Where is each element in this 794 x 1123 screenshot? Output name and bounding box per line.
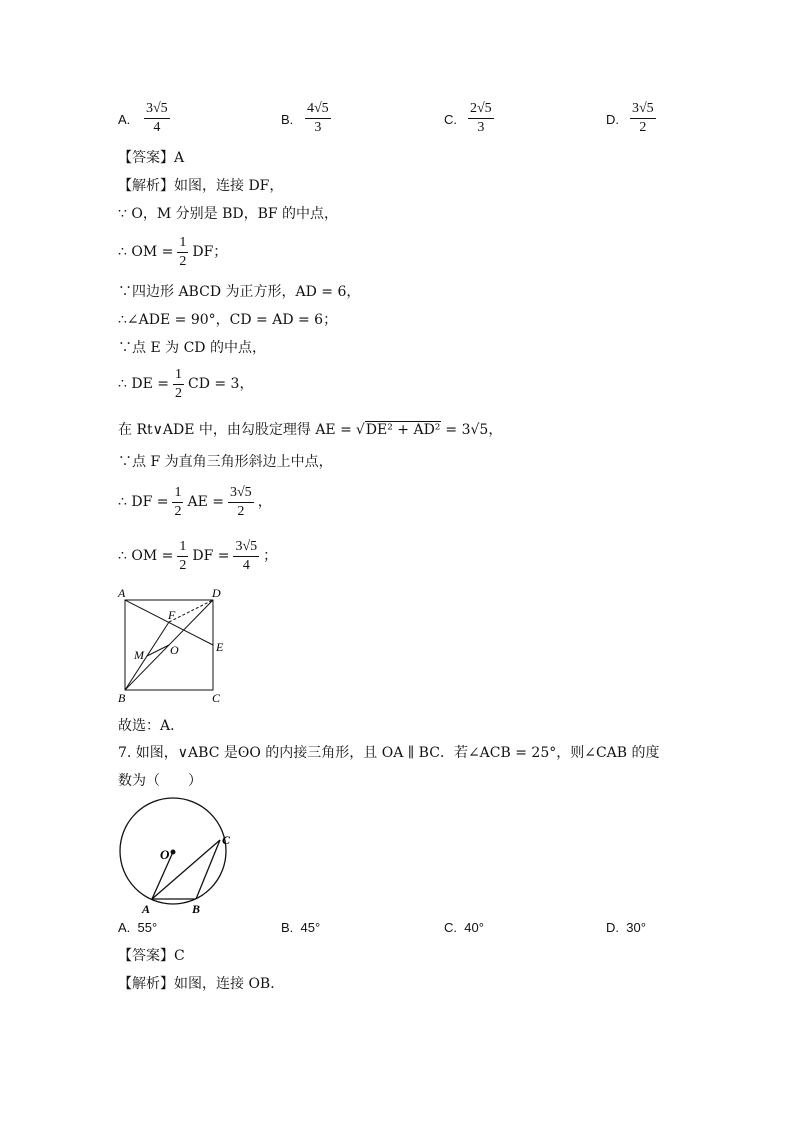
option-label: C. bbox=[444, 920, 457, 935]
label-b: B bbox=[118, 691, 126, 705]
label-a: A bbox=[142, 902, 151, 916]
option-value: 55° bbox=[137, 920, 158, 935]
option-numerator: 2√5 bbox=[468, 100, 494, 119]
answer-7: 【答案】C bbox=[118, 948, 185, 964]
frac-den: 4 bbox=[242, 557, 250, 573]
option-label: B. bbox=[281, 112, 294, 127]
analysis-line-2: ∵ O，M 分别是 BD，BF 的中点， bbox=[118, 206, 339, 222]
option-numerator: 3√5 bbox=[630, 100, 656, 119]
formula-text: ， bbox=[257, 494, 272, 510]
option-value: 45° bbox=[300, 920, 321, 935]
analysis-line-6: ∵点 E 为 CD 的中点， bbox=[118, 340, 266, 356]
answer-6: 【答案】A bbox=[118, 150, 185, 166]
sqrt-radicand: DE² + AD² bbox=[365, 422, 441, 438]
formula-text: ∴ OM = bbox=[118, 244, 174, 260]
label-f: F bbox=[168, 608, 176, 622]
option-label: C. bbox=[444, 112, 457, 127]
label-e: E bbox=[216, 640, 224, 654]
option-numerator: 3√5 bbox=[144, 100, 170, 119]
analysis-line-5: ∴∠ADE = 90°，CD = AD = 6； bbox=[118, 312, 338, 328]
frac-num: 1 bbox=[172, 484, 183, 503]
circle-figure bbox=[112, 796, 242, 916]
frac-den: 2 bbox=[179, 557, 187, 573]
option-label: A. bbox=[118, 920, 131, 935]
formula-text: 在 Rt∨ADE 中，由勾股定理得 AE = bbox=[118, 422, 352, 438]
formula-text: DF = bbox=[192, 548, 230, 564]
frac-den: 2 bbox=[174, 503, 182, 519]
label-o: O bbox=[170, 643, 179, 657]
label-m: M bbox=[134, 648, 144, 662]
formula-text: ∴ DF = bbox=[118, 494, 169, 510]
option-denominator: 3 bbox=[314, 120, 322, 135]
center-point bbox=[171, 850, 176, 855]
q7-option-d bbox=[606, 920, 646, 935]
frac-den: 2 bbox=[179, 253, 187, 269]
frac-den: 2 bbox=[174, 385, 182, 401]
option-label: A. bbox=[118, 112, 131, 127]
analysis-line-10 bbox=[118, 480, 272, 524]
label-c: C bbox=[212, 691, 221, 705]
option-value: 40° bbox=[464, 920, 484, 935]
formula-text: CD = 3， bbox=[187, 376, 254, 392]
label-o: O bbox=[160, 847, 170, 862]
formula-text: AE = bbox=[187, 494, 224, 510]
analysis-line-4: ∵四边形 ABCD 为正方形，AD = 6， bbox=[118, 284, 361, 300]
option-numerator: 4√5 bbox=[305, 100, 331, 119]
formula-text: ； bbox=[263, 548, 278, 564]
label-a: A bbox=[118, 586, 126, 600]
frac-num: 3√5 bbox=[233, 538, 259, 557]
analysis-7: 【解析】如图，连接 OB． bbox=[118, 976, 285, 992]
option-value: 30° bbox=[626, 920, 646, 935]
square-figure bbox=[112, 584, 242, 708]
formula-text: ∴ DE = bbox=[118, 376, 169, 392]
option-denominator: 2 bbox=[639, 120, 647, 135]
analysis-line-11 bbox=[118, 534, 277, 578]
option-denominator: 4 bbox=[153, 120, 161, 135]
analysis-line-9: ∵点 F 为直角三角形斜边上中点， bbox=[118, 454, 333, 470]
question-7-line-2: 数为（ ） bbox=[118, 773, 202, 789]
frac-num: 3√5 bbox=[228, 484, 254, 503]
q7-option-b bbox=[281, 920, 320, 935]
question-7-line-1: 7. 如图，∨ABC 是ʘO 的内接三角形，且 OA ∥ BC．若∠ACB = 25°，则∠CAB 的度 bbox=[118, 745, 660, 761]
label-b: B bbox=[192, 902, 201, 916]
analysis-line-1: 【解析】如图，连接 DF， bbox=[118, 178, 284, 194]
q7-option-c bbox=[444, 920, 484, 935]
option-denominator: 3 bbox=[477, 120, 485, 135]
frac-num: 1 bbox=[177, 234, 188, 253]
option-label: D. bbox=[606, 920, 619, 935]
analysis-line-7 bbox=[118, 364, 253, 404]
choice-6: 故选：A． bbox=[118, 718, 185, 734]
formula-text: ∴ OM = bbox=[118, 548, 174, 564]
label-d: D bbox=[212, 586, 221, 600]
analysis-line-8: 在 Rt∨ADE 中，由勾股定理得 AE = √DE² + AD² = 3√5， bbox=[118, 422, 503, 438]
frac-num: 1 bbox=[173, 366, 184, 385]
formula-text: DF； bbox=[192, 244, 228, 260]
option-label: B. bbox=[281, 920, 294, 935]
q7-option-a bbox=[118, 920, 157, 935]
segment-df-dashed bbox=[169, 600, 213, 622]
frac-num: 1 bbox=[177, 538, 188, 557]
formula-text: = 3√5， bbox=[445, 422, 503, 438]
frac-den: 2 bbox=[237, 503, 245, 519]
option-label: D. bbox=[606, 112, 619, 127]
label-c: C bbox=[222, 833, 231, 847]
analysis-line-3 bbox=[118, 232, 227, 272]
